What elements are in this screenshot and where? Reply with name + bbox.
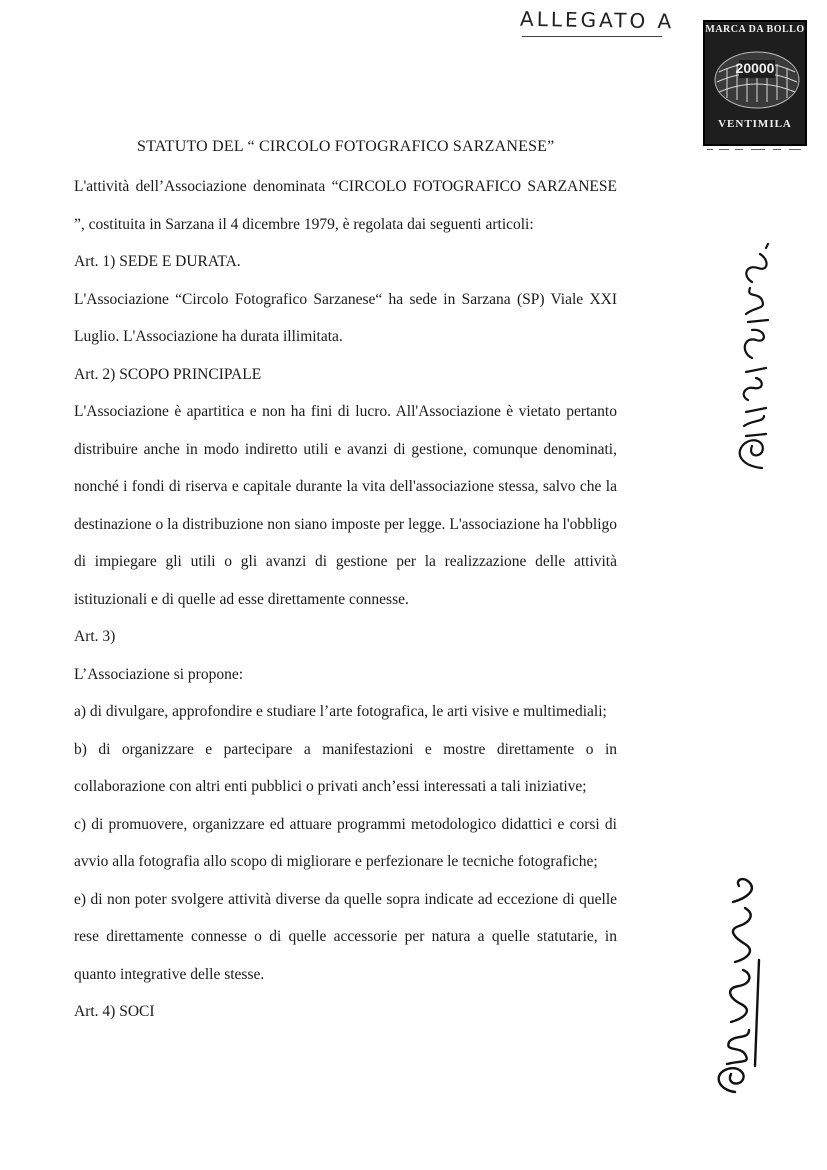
article-4-heading: Art. 4) SOCI bbox=[74, 1003, 155, 1020]
signature-lower bbox=[705, 870, 775, 1100]
intro-paragraph: L'attività dell’Associazione denominata “CIRCOLO FOTOGRAFICO SARZANESE ”, costituita in Sarzana il 4 dicembre 1979, è regolata dai seguenti articoli: bbox=[74, 178, 617, 233]
article-2-text: L'Associazione è apartitica e non ha fini di lucro. All'Associazione è vietato pertanto distribuire anche in modo indiretto utili e avanzi di gestione, comunque denominati, nonché i fondi di riserva e capitale durante la vita dell'associazione stessa, salvo che la destinazione o la distribuzione non siano imposte per legge. L'associazione ha l'obbligo di impiegare gli utili o gli avanzi di gestione per la realizzazione delle attività istituzionali e di quelle ad esse direttamente connesse. bbox=[74, 403, 617, 608]
stamp-top-text: MARCA DA BOLLO bbox=[705, 24, 805, 35]
stamp-perforation bbox=[703, 148, 807, 152]
article-3-heading: Art. 3) bbox=[74, 628, 116, 645]
article-2-heading: Art. 2) SCOPO PRINCIPALE bbox=[74, 365, 262, 383]
article-3-item-c: c) di promuovere, organizzare ed attuare programmi metodologico didattici e corsi di avvio alla fotografia allo scopo di migliorare e perfezionare le tecniche fotografiche; bbox=[74, 815, 617, 870]
stamp-value: 20000 bbox=[735, 60, 775, 76]
stamp-bottom-text: VENTIMILA bbox=[718, 118, 792, 130]
handwritten-annotation: ALLEGATO A bbox=[519, 6, 675, 34]
article-3-item-a: a) di divulgare, approfondire e studiare l’arte fotografica, le arti visive e multimediali; bbox=[74, 703, 607, 720]
revenue-stamp bbox=[703, 20, 807, 146]
document-title: STATUTO DEL “ CIRCOLO FOTOGRAFICO SARZANESE” bbox=[137, 138, 555, 155]
article-3-item-e: e) di non poter svolgere attività diverse da quelle sopra indicate ad eccezione di quelle rese direttamente connesse o di quelle accessorie per natura a quelle statutarie, in quanto integrative delle stesse. bbox=[74, 890, 617, 983]
colosseum-icon bbox=[711, 36, 803, 116]
article-1-text: L'Associazione “Circolo Fotografico Sarzanese“ ha sede in Sarzana (SP) Viale XXI Luglio. L'Associazione ha durata illimitata. bbox=[74, 290, 617, 345]
annotation-underline bbox=[522, 36, 662, 37]
article-3-intro: L’Associazione si propone: bbox=[74, 665, 244, 683]
signature-upper bbox=[722, 240, 782, 480]
article-1-heading: Art. 1) SEDE E DURATA. bbox=[74, 253, 241, 270]
document-body bbox=[74, 168, 617, 1031]
article-3-item-b: b) di organizzare e partecipare a manifestazioni e mostre direttamente o in collaborazione con altri enti pubblici o privati anch’essi interessati a tali iniziative; bbox=[74, 740, 617, 795]
